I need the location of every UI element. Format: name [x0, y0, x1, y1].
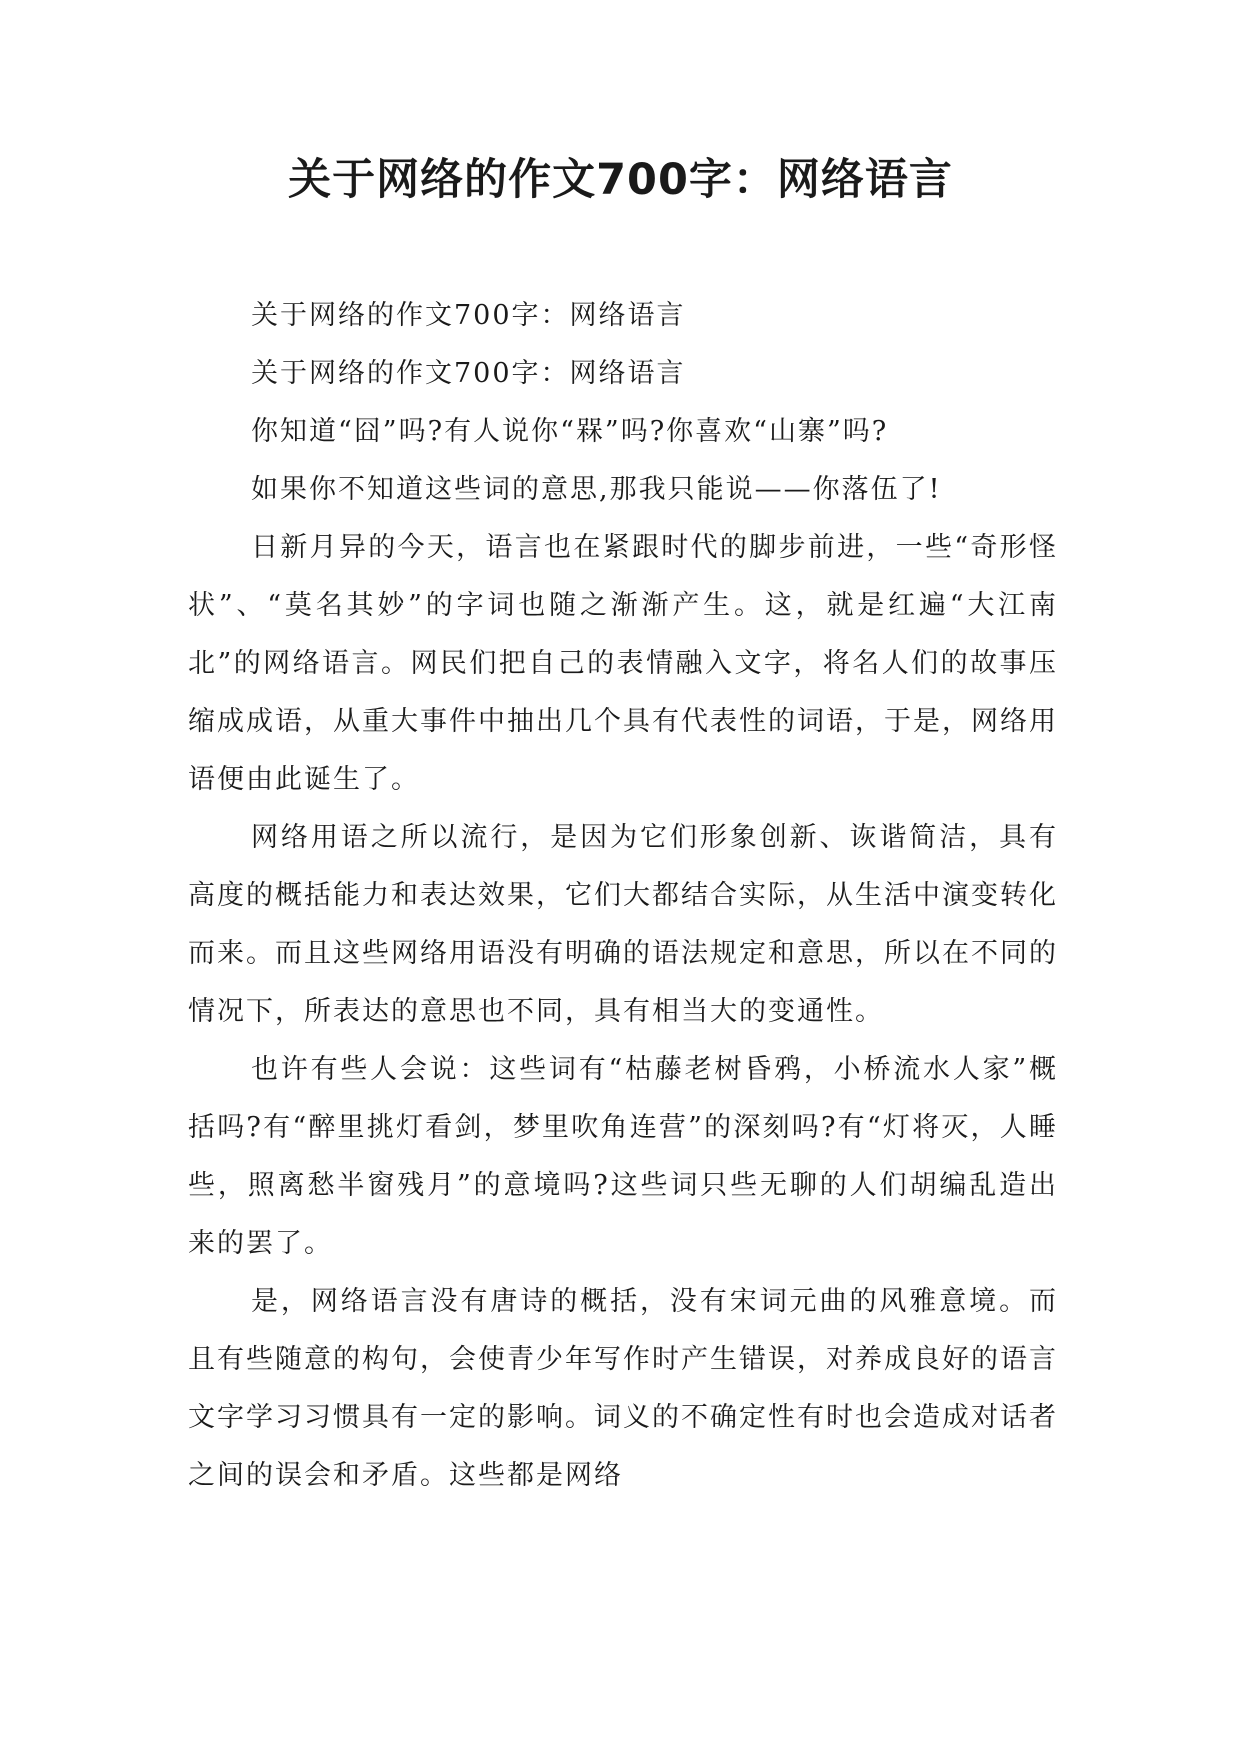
body-paragraph: 是，网络语言没有唐诗的概括，没有宋词元曲的风雅意境。而且有些随意的构句，会使青少年写作时产生错误，对养成良好的语言文字学习习惯具有一定的影响。词义的不确定性有时也会造成对话者之间的误会和矛盾。这些都是网络 — [188, 1286, 1058, 1491]
body-line: 关于网络的作文700字：网络语言 — [251, 358, 686, 389]
body-paragraph: 网络用语之所以流行，是因为它们形象创新、诙谐简洁，具有高度的概括能力和表达效果，它们大都结合实际，从生活中演变转化而来。而且这些网络用语没有明确的语法规定和意思，所以在不同的情况下，所表达的意思也不同，具有相当大的变通性。 — [188, 822, 1058, 1027]
document-body — [188, 287, 1058, 1505]
body-line: 如果你不知道这些词的意思,那我只能说——你落伍了! — [251, 474, 942, 505]
body-paragraph: 也许有些人会说：这些词有“枯藤老树昏鸦，小桥流水人家”概括吗?有“醉里挑灯看剑，梦里吹角连营”的深刻吗?有“灯将灭，人睡些，照离愁半窗残月”的意境吗?这些词只些无聊的人们胡编乱造出来的罢了。 — [188, 1054, 1058, 1259]
document-title: 关于网络的作文700字：网络语言 — [288, 155, 953, 205]
body-paragraph: 日新月异的今天，语言也在紧跟时代的脚步前进，一些“奇形怪状”、“莫名其妙”的字词也随之渐渐产生。这，就是红遍“大江南北”的网络语言。网民们把自己的表情融入文字，将名人们的故事压缩成成语，从重大事件中抽出几个具有代表性的词语，于是，网络用语便由此诞生了。 — [188, 532, 1058, 795]
body-line: 关于网络的作文700字：网络语言 — [251, 300, 686, 331]
body-line: 你知道“囧”吗?有人说你“槑”吗?你喜欢“山寨”吗? — [251, 416, 889, 447]
